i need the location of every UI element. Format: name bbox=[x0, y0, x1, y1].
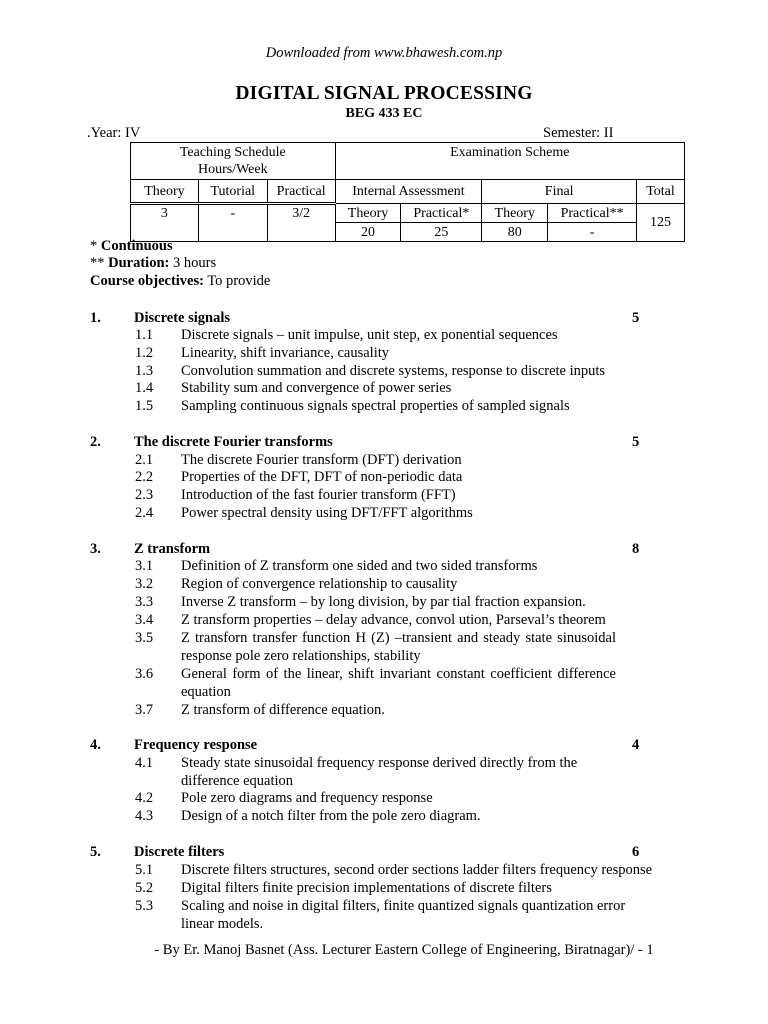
item-number: 2.3 bbox=[135, 487, 154, 503]
list-item: Introduction of the fast fourier transform (FFT) bbox=[181, 487, 456, 503]
list-item: Z transforn transfer function H (Z) –transient and steady state sinusoidal response pole zero relationships, stability bbox=[181, 630, 616, 664]
theory-header: Theory bbox=[131, 180, 199, 204]
item-number: 3.7 bbox=[135, 702, 154, 718]
section-hours: 8 bbox=[632, 541, 640, 557]
section-title: The discrete Fourier transforms bbox=[134, 434, 333, 450]
list-item: Z transform of difference equation. bbox=[181, 702, 385, 718]
list-item: Design of a notch filter from the pole zero diagram. bbox=[181, 808, 481, 824]
section-title: Frequency response bbox=[134, 737, 258, 753]
section-number: 2. bbox=[90, 434, 101, 450]
note-continuous bbox=[90, 238, 173, 255]
ia-practical-header: Practical* bbox=[401, 204, 482, 223]
section-number: 5. bbox=[90, 844, 101, 860]
note-duration bbox=[90, 255, 216, 272]
note-value: 3 hours bbox=[169, 255, 217, 271]
download-note: Downloaded from www.bhawesh.com.np bbox=[265, 45, 503, 61]
item-number: 5.3 bbox=[135, 898, 154, 914]
final-theory-value: 80 bbox=[482, 223, 548, 242]
table-row bbox=[131, 180, 685, 204]
list-item: Power spectral density using DFT/FFT algorithms bbox=[181, 505, 473, 521]
list-item: Inverse Z transform – by long division, by par tial fraction expansion. bbox=[181, 594, 586, 610]
item-number: 1.4 bbox=[135, 380, 154, 396]
list-item: Properties of the DFT, DFT of non-periodic data bbox=[181, 469, 463, 485]
final-header: Final bbox=[482, 180, 637, 204]
item-number: 2.1 bbox=[135, 452, 154, 468]
item-number: 1.2 bbox=[135, 345, 154, 361]
list-item: Discrete filters structures, second order sections ladder filters frequency response bbox=[181, 862, 653, 878]
examination-scheme-header: Examination Scheme bbox=[335, 143, 684, 180]
page-footer: - By Er. Manoj Basnet (Ass. Lecturer Eastern College of Engineering, Biratnagar)/ - 1 bbox=[154, 942, 654, 958]
schedule-table bbox=[130, 142, 685, 242]
item-number: 3.1 bbox=[135, 558, 154, 574]
list-item: Region of convergence relationship to causality bbox=[181, 576, 458, 592]
section-number: 3. bbox=[90, 541, 101, 557]
note-label: Continuous bbox=[100, 238, 173, 254]
list-item: General form of the linear, shift invariant constant coefficient difference equation bbox=[181, 666, 616, 700]
year-label: .Year: IV bbox=[87, 125, 141, 141]
theory-value: 3 bbox=[131, 204, 199, 242]
teaching-schedule-header bbox=[131, 143, 336, 180]
list-item: Digital filters finite precision implementations of discrete filters bbox=[181, 880, 552, 896]
item-number: 1.1 bbox=[135, 327, 154, 343]
item-number: 2.4 bbox=[135, 505, 154, 521]
internal-assessment-header: Internal Assessment bbox=[335, 180, 482, 204]
hours-week-label: Hours/Week bbox=[197, 162, 268, 177]
list-item: Discrete signals – unit impulse, unit step, ex ponential sequences bbox=[181, 327, 558, 343]
list-item: Sampling continuous signals spectral properties of sampled signals bbox=[181, 398, 570, 414]
section-number: 4. bbox=[90, 737, 101, 753]
course-objectives bbox=[90, 273, 270, 290]
section-title: Discrete filters bbox=[134, 844, 225, 860]
ia-theory-header: Theory bbox=[335, 204, 401, 223]
page-title: DIGITAL SIGNAL PROCESSING bbox=[235, 83, 533, 104]
item-number: 3.5 bbox=[135, 630, 154, 646]
ia-practical-value: 25 bbox=[401, 223, 482, 242]
section-hours: 5 bbox=[632, 310, 640, 326]
list-item: Definition of Z transform one sided and two sided transforms bbox=[181, 558, 538, 574]
note-marker: ** bbox=[90, 255, 109, 271]
final-practical-value: - bbox=[548, 223, 637, 242]
tutorial-header: Tutorial bbox=[198, 180, 267, 204]
item-number: 3.4 bbox=[135, 612, 154, 628]
note-value: To provide bbox=[203, 273, 271, 289]
practical-value: 3/2 bbox=[267, 204, 335, 242]
ia-theory-value: 20 bbox=[335, 223, 401, 242]
item-number: 4.3 bbox=[135, 808, 154, 824]
section-title: Z transform bbox=[134, 541, 211, 557]
section-hours: 5 bbox=[632, 434, 640, 450]
section-hours: 4 bbox=[632, 737, 640, 753]
item-number: 4.2 bbox=[135, 790, 154, 806]
item-number: 3.3 bbox=[135, 594, 154, 610]
item-number: 2.2 bbox=[135, 469, 154, 485]
table-row bbox=[131, 143, 685, 180]
list-item: Stability sum and convergence of power series bbox=[181, 380, 452, 396]
section-hours: 6 bbox=[632, 844, 640, 860]
tutorial-value: - bbox=[198, 204, 267, 242]
item-number: 5.1 bbox=[135, 862, 154, 878]
note-label: Duration: bbox=[108, 255, 170, 271]
list-item: Convolution summation and discrete systems, response to discrete inputs bbox=[181, 363, 606, 379]
total-value: 125 bbox=[637, 204, 685, 242]
list-item: Z transform properties – delay advance, convol ution, Parseval’s theorem bbox=[181, 612, 606, 628]
list-item: Pole zero diagrams and frequency response bbox=[181, 790, 433, 806]
note-label: Course objectives: bbox=[90, 273, 204, 289]
list-item: Linearity, shift invariance, causality bbox=[181, 345, 390, 361]
practical-header: Practical bbox=[267, 180, 335, 204]
total-header: Total bbox=[637, 180, 685, 204]
item-number: 1.3 bbox=[135, 363, 154, 379]
table-row bbox=[131, 204, 685, 223]
list-item: The discrete Fourier transform (DFT) derivation bbox=[181, 452, 462, 468]
course-code: BEG 433 EC bbox=[345, 106, 423, 121]
item-number: 3.2 bbox=[135, 576, 154, 592]
final-theory-header: Theory bbox=[482, 204, 548, 223]
item-number: 4.1 bbox=[135, 755, 154, 771]
note-marker: * bbox=[90, 238, 101, 254]
item-number: 1.5 bbox=[135, 398, 154, 414]
item-number: 5.2 bbox=[135, 880, 154, 896]
section-number: 1. bbox=[90, 310, 101, 326]
section-title: Discrete signals bbox=[134, 310, 230, 326]
list-item: Scaling and noise in digital filters, finite quantized signals quantization error linear models. bbox=[181, 898, 626, 932]
semester-label: Semester: II bbox=[543, 125, 614, 141]
list-item: Steady state sinusoidal frequency response derived directly from the difference equation bbox=[181, 755, 578, 789]
item-number: 3.6 bbox=[135, 666, 154, 682]
teaching-schedule-label: Teaching Schedule bbox=[179, 145, 286, 160]
final-practical-header: Practical** bbox=[548, 204, 637, 223]
